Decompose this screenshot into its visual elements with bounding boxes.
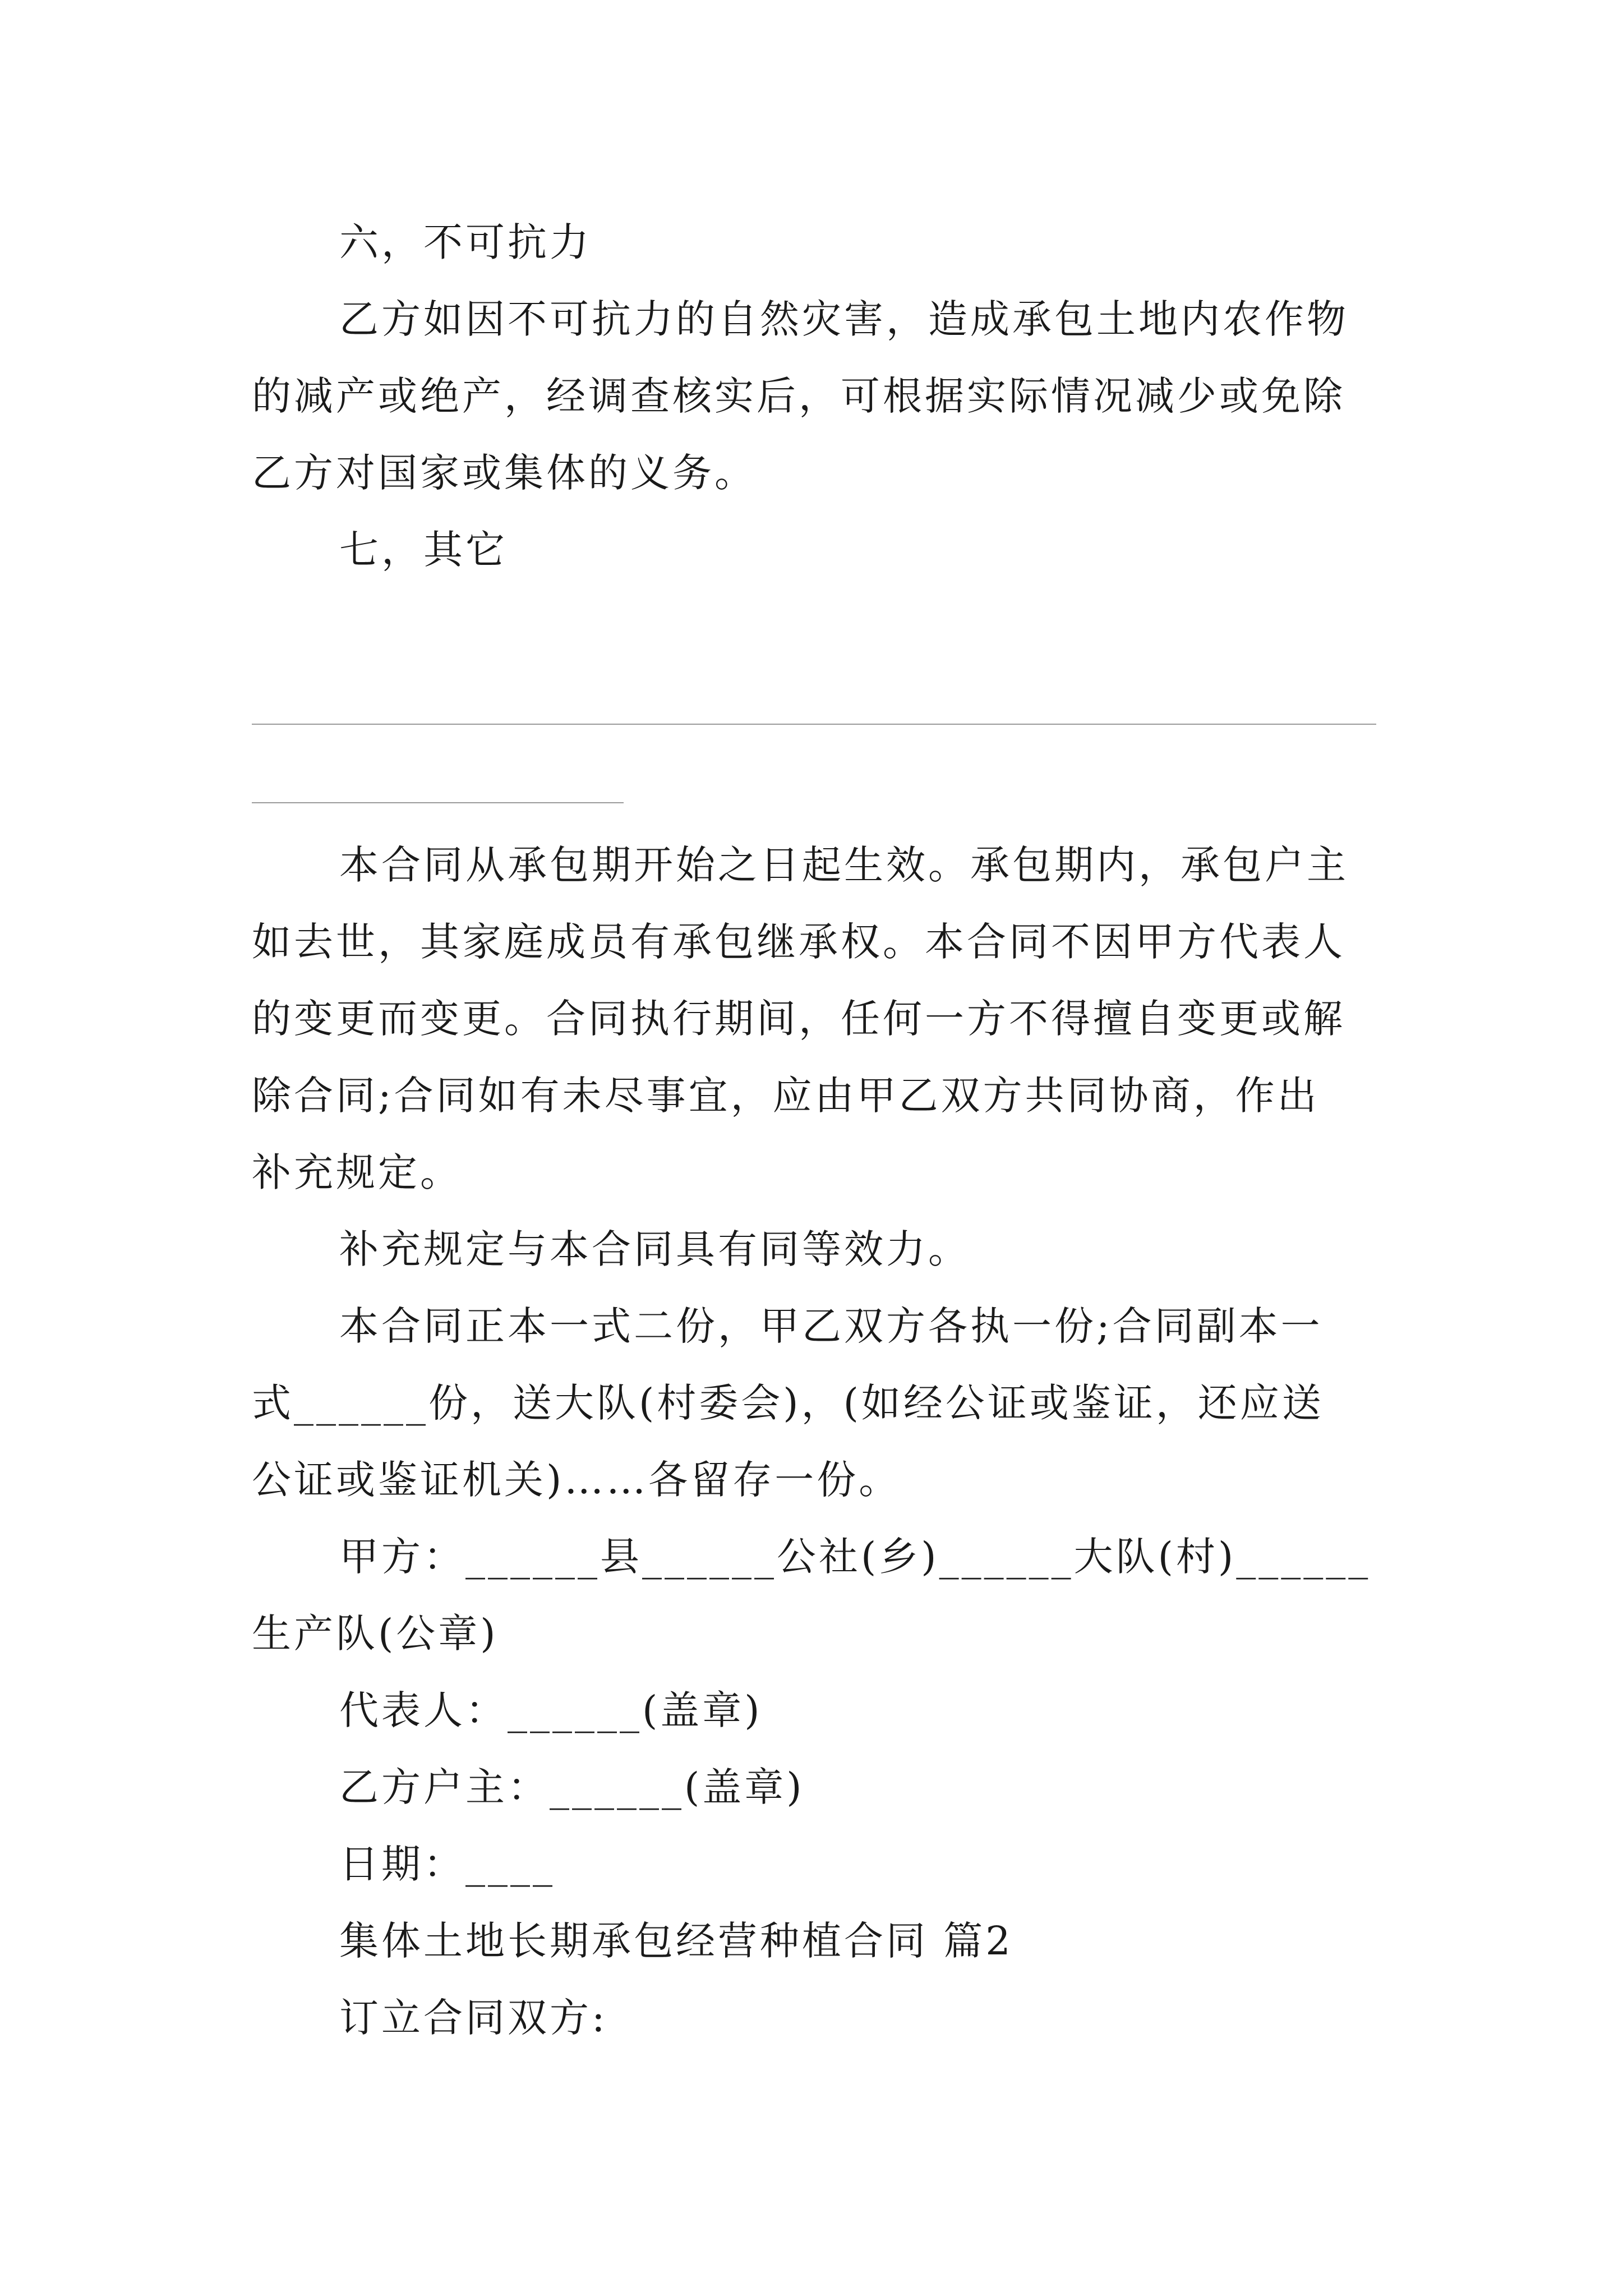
fill-in-line-long <box>252 724 1376 725</box>
effect-clause-line-3: 的变更而变更。合同执行期间，任何一方不得擅自变更或解 <box>252 996 1345 1042</box>
effect-clause-line-1: 本合同从承包期开始之日起生效。承包期内，承包户主 <box>339 842 1349 888</box>
effect-clause-line-4: 除合同;合同如有未尽事宜，应由甲乙双方共同协商，作出 <box>252 1073 1320 1119</box>
fill-in-line-short <box>252 802 624 803</box>
party-a-line-2: 生产队(公章) <box>252 1611 499 1657</box>
copies-clause-line-3: 公证或鉴证机关)……各留存一份。 <box>252 1457 901 1503</box>
section-six-line-3: 乙方对国家或集体的义务。 <box>252 450 757 496</box>
party-a-line-1: 甲方：______县______公社(乡)______大队(村)______ <box>339 1534 1371 1580</box>
section-six-heading: 六，不可抗力 <box>339 219 592 265</box>
section-six-line-1: 乙方如因不可抗力的自然灾害，造成承包土地内农作物 <box>339 296 1349 342</box>
supplement-clause: 补充规定与本合同具有同等效力。 <box>339 1226 970 1272</box>
section-seven-heading: 七，其它 <box>339 527 508 573</box>
next-contract-title: 集体土地长期承包经营种植合同 篇2 <box>339 1918 1013 1964</box>
copies-clause-line-1: 本合同正本一式二份，甲乙双方各执一份;合同副本一 <box>339 1303 1323 1349</box>
section-six-line-2: 的减产或绝产，经调查核实后，可根据实际情况减少或免除 <box>252 373 1345 419</box>
effect-clause-line-2: 如去世，其家庭成员有承包继承权。本合同不因甲方代表人 <box>252 919 1345 965</box>
date-line: 日期：____ <box>339 1841 555 1887</box>
parties-heading: 订立合同双方: <box>339 1995 608 2041</box>
copies-clause-line-2: 式______份，送大队(村委会)，(如经公证或鉴证，还应送 <box>252 1380 1324 1426</box>
representative-line: 代表人：______(盖章) <box>339 1687 763 1733</box>
party-b-line: 乙方户主：______(盖章) <box>339 1764 805 1810</box>
effect-clause-line-5: 补充规定。 <box>252 1149 462 1195</box>
